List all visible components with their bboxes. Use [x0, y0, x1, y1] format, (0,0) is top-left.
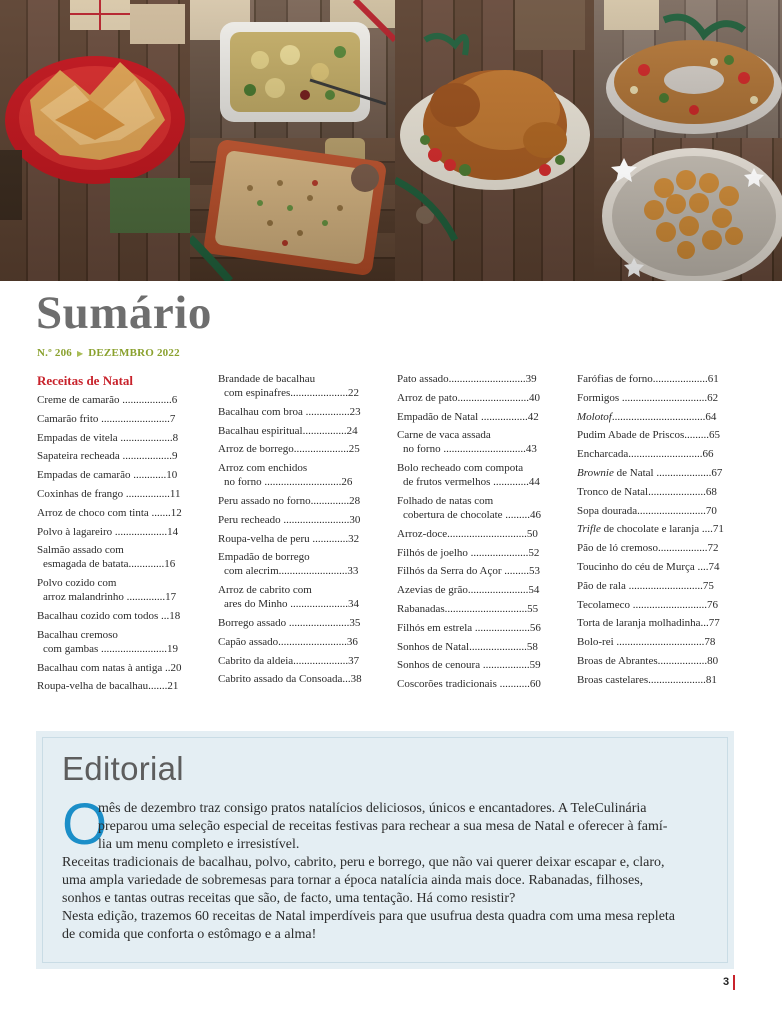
toc-entry-line: Arroz-doce.............................50: [397, 527, 538, 540]
toc-entry-italic: Trifle: [577, 523, 601, 536]
toc-entry-line: Filhós de joelho .....................52: [397, 546, 540, 559]
toc-entry: [397, 640, 553, 654]
toc-entry-line: Empadão de borrego: [218, 551, 310, 564]
toc-entry: [218, 372, 374, 400]
toc-entry-line: Salmão assado com: [37, 544, 124, 557]
toc-entry-line: Farófias de forno....................61: [577, 373, 719, 385]
triangle-right-icon: ▶: [76, 349, 84, 358]
toc-entry: [218, 616, 374, 630]
photo-bolo-rei: [594, 0, 782, 138]
toc-entry: [577, 616, 733, 630]
toc-entry-line: Bacalhau com natas à antiga ..20: [37, 661, 182, 674]
cover-photo-collage: [0, 0, 782, 281]
toc-entry: [397, 658, 553, 672]
toc-entry: [37, 543, 195, 571]
toc-entry-line: Broas de Abrantes..................80: [577, 654, 719, 667]
toc-entry: [397, 428, 553, 456]
toc-entry-line: Pudim Abade de Priscos.........65: [577, 429, 720, 442]
toc-entry-line: Empadão de Natal .................42: [397, 410, 539, 423]
toc-entry-line: esmagada de batata.............16: [43, 558, 176, 571]
toc-entry-line: cobertura de chocolate .........46: [403, 508, 542, 521]
toc-entry: [577, 598, 733, 612]
toc-entry: [577, 410, 733, 424]
toc-entry-line: Sopa dourada.........................70: [577, 504, 717, 517]
toc-entry-line: no forno ............................26: [224, 476, 353, 489]
toc-entry: [37, 468, 195, 482]
toc-entry: [218, 532, 374, 546]
toc-entry: [37, 609, 195, 623]
toc-entry-line: Pão de ló cremoso..................72: [577, 542, 719, 555]
toc-entry: [218, 583, 374, 611]
photo-filhoses: [0, 0, 190, 281]
toc-entry: [218, 424, 374, 438]
toc-entry: [397, 494, 553, 522]
toc-entry: [397, 564, 553, 578]
toc-entry-line: Folhado de natas com: [397, 494, 494, 507]
toc-entry: [577, 654, 733, 668]
toc-entry-line: Pato assado............................39: [397, 373, 537, 385]
toc-entry-line: Arroz de pato..........................40: [397, 391, 540, 404]
toc-entry: [397, 677, 553, 691]
page-title: Sumário: [36, 287, 212, 339]
toc-entry-line: com alecrim.........................33: [224, 565, 359, 578]
toc-entry: [577, 372, 733, 386]
toc-entry: [397, 621, 553, 635]
toc-entry: [218, 513, 374, 527]
toc-entry: [577, 522, 733, 536]
toc-column-2: [218, 372, 374, 691]
toc-entry: [577, 428, 733, 442]
editorial-line: sonhos e tantas outras receitas que são, de facto, uma tentação. Há como resistir?: [62, 891, 516, 906]
toc-entry: [577, 560, 733, 574]
issue-number: N.º 206: [37, 347, 72, 359]
toc-entry-line: com gambas ........................19: [43, 642, 179, 655]
toc-entry-line: Empadas de camarão ............10: [37, 469, 178, 482]
toc-entry-line: de frutos vermelhos .............44: [403, 476, 540, 489]
editorial-line: Nesta edição, trazemos 60 receitas de Natal imperdíveis para que usufrua desta quadra com uma mesa repleta: [62, 909, 676, 924]
toc-entry-line: Carne de vaca assada: [397, 429, 491, 442]
toc-entry: [218, 494, 374, 508]
toc-entry: [37, 393, 195, 407]
toc-entry-line: Arroz de choco com tinta .......12: [37, 506, 182, 519]
photo-bacalhau-casserole: [190, 0, 395, 138]
toc-entry-text: de Natal ....................67: [613, 466, 723, 479]
rice-dish-illustration: [190, 138, 395, 281]
toc-entry-line: Filhós da Serra do Açor .........53: [397, 565, 540, 578]
page-number: 3: [723, 976, 730, 988]
editorial-line: Receitas tradicionais de bacalhau, polvo, cabrito, peru e borrego, que não vai querer deixar escapar e, claro,: [62, 855, 665, 870]
toc-entry: [37, 628, 195, 656]
toc-entry-line: Borrego assado ......................35: [218, 616, 361, 629]
editorial-line: uma ampla variedade de sobremesas para tornar a época natalícia ainda mais doce. Rabanadas, filhoses,: [62, 873, 644, 888]
toc-entry-line: Creme de camarão ..................6: [37, 394, 178, 406]
toc-entry-line: Sonhos de cenoura .................59: [397, 659, 541, 672]
editorial-line: lia um menu completo e irresistível.: [98, 837, 300, 852]
editorial-line: preparou uma seleção especial de receitas festivas para rechear a sua mesa de Natal e oferecer à famí-: [98, 819, 668, 834]
page-number-accent: [733, 975, 735, 990]
toc-entry-line: Arroz de borrego....................25: [218, 443, 360, 456]
toc-entry: [397, 546, 553, 560]
toc-entry-text: ..................................64: [611, 410, 717, 423]
toc-entry-line: Torta de laranja molhadinha...77: [577, 617, 720, 630]
toc-entry-line: Coscorões tradicionais ...........60: [397, 678, 541, 691]
toc-entry-text: de chocolate e laranja ....71: [600, 523, 724, 536]
toc-entry: [577, 485, 733, 499]
toc-entry-line: Sapateira recheada ..................9: [37, 450, 178, 463]
bolo-rei-illustration: [594, 0, 782, 138]
editorial-dropcap: O: [62, 792, 108, 857]
toc-entry: [577, 447, 733, 461]
issue-date: DEZEMBRO 2022: [88, 347, 180, 359]
toc-entry-line: Sonhos de Natal.....................58: [397, 640, 538, 653]
toc-entry: [37, 449, 195, 463]
toc-entry-line: [577, 522, 733, 536]
toc-entry: [218, 461, 374, 489]
toc-entry: [397, 583, 553, 597]
toc-entry-line: Bolo recheado com compota: [397, 462, 524, 475]
toc-entry-line: Bacalhau cozido com todos ...18: [37, 609, 181, 622]
filhoses-illustration: [0, 0, 190, 281]
toc-entry-line: [577, 466, 733, 480]
toc-entry-line: Coxinhas de frango ................11: [37, 487, 181, 500]
toc-entry-line: Arroz com enchidos: [218, 462, 308, 475]
toc-entry-line: no forno ..............................43: [403, 443, 537, 456]
toc-entry: [218, 672, 374, 686]
toc-entry: [218, 635, 374, 649]
sonhos-illustration: [594, 138, 782, 281]
toc-column-3: [397, 372, 553, 696]
toc-entry: [577, 504, 733, 518]
toc-entry-line: Broas castelares.....................81: [577, 673, 717, 686]
toc-entry: [397, 461, 553, 489]
toc-entry-line: Brandade de bacalhau: [218, 373, 316, 385]
toc-entry: [577, 391, 733, 405]
toc-entry-line: Tecolameco ...........................76: [577, 598, 718, 611]
toc-entry: [37, 576, 195, 604]
turkey-illustration: [395, 0, 594, 281]
toc-entry: [397, 391, 553, 405]
toc-entry-line: Capão assado.........................36: [218, 635, 358, 648]
toc-column-4: [577, 372, 733, 692]
toc-entry-line: Cabrito da aldeia....................37: [218, 654, 360, 667]
toc-entry-line: Bacalhau com broa ................23: [218, 405, 361, 418]
toc-entry: [37, 487, 195, 501]
toc-entry-line: Polvo à lagareiro ...................14: [37, 525, 179, 538]
toc-entry-line: Formigos ...............................62: [577, 391, 719, 404]
toc-entry: [397, 410, 553, 424]
toc-entry-line: Cabrito assado da Consoada...38: [218, 673, 362, 686]
toc-entry-line: Peru assado no forno..............28: [218, 494, 361, 507]
toc-entry: [37, 506, 195, 520]
editorial-line: de comida que conforta o estômago e a alma!: [62, 927, 317, 942]
toc-entry: [397, 372, 553, 386]
photo-sonhos: [594, 138, 782, 281]
toc-entry-line: Peru recheado ........................30: [218, 513, 361, 526]
toc-entry-line: arroz malandrinho ..............17: [43, 591, 177, 604]
toc-entry-line: Arroz de cabrito com: [218, 584, 312, 597]
toc-entry-line: Roupa-velha de peru .............32: [218, 532, 360, 545]
editorial-title: Editorial: [62, 750, 184, 787]
toc-entry-line: ares do Minho .....................34: [224, 598, 360, 611]
toc-entry: [37, 679, 195, 693]
casserole-illustration: [190, 0, 395, 138]
toc-entry-line: Camarão frito .........................7: [37, 412, 176, 425]
toc-entry-line: Polvo cozido com: [37, 577, 117, 590]
toc-column-1: [37, 372, 195, 698]
toc-entry: [577, 635, 733, 649]
toc-entry-line: Rabanadas..............................55: [397, 602, 539, 615]
toc-entry: [577, 466, 733, 480]
toc-entry: [218, 442, 374, 456]
toc-entry-line: Azevias de grão......................54: [397, 584, 540, 597]
toc-entry: [218, 550, 374, 578]
toc-entry: [397, 602, 553, 616]
toc-entry: [218, 405, 374, 419]
toc-entry: [577, 673, 733, 687]
photo-arroz-forno: [190, 138, 395, 281]
photo-peru-assado: [395, 0, 594, 281]
toc-entry-italic: Brownie: [577, 466, 614, 479]
toc-entry-line: Bacalhau cremoso: [37, 628, 118, 641]
toc-entry: [577, 541, 733, 555]
issue-info: [37, 347, 180, 359]
toc-entry-line: Pão de rala ...........................75: [577, 579, 714, 592]
toc-entry-line: Empadas de vitela ...................8: [37, 431, 179, 444]
toc-entry: [397, 527, 553, 541]
toc-entry: [37, 661, 195, 675]
toc-entry-line: Tronco de Natal.....................68: [577, 485, 717, 498]
toc-entry-line: Bacalhau espiritual................24: [218, 424, 358, 437]
toc-entry: [37, 412, 195, 426]
toc-entry-line: Bolo-rei ................................78: [577, 636, 716, 649]
toc-entry-line: Toucinho do céu de Murça ....74: [577, 560, 720, 573]
toc-entry-italic: Molotof: [577, 410, 612, 423]
toc-entry: [37, 525, 195, 539]
toc-entry-line: Roupa-velha de bacalhau.......21: [37, 680, 179, 693]
toc-entry-line: [577, 410, 733, 424]
toc-entry-line: Encharcada...........................66: [577, 448, 714, 461]
toc-entry-line: Filhós em estrela ....................56: [397, 621, 541, 634]
toc-entry-line: com espinafres.....................22: [224, 387, 360, 399]
toc-entry: [218, 654, 374, 668]
toc-entry: [37, 431, 195, 445]
toc-entry: [577, 579, 733, 593]
toc-section-title: Receitas de Natal: [37, 373, 134, 388]
editorial-line: mês de dezembro traz consigo pratos natalícios deliciosos, únicos e encantadores. A TeleCulinária: [98, 801, 647, 816]
